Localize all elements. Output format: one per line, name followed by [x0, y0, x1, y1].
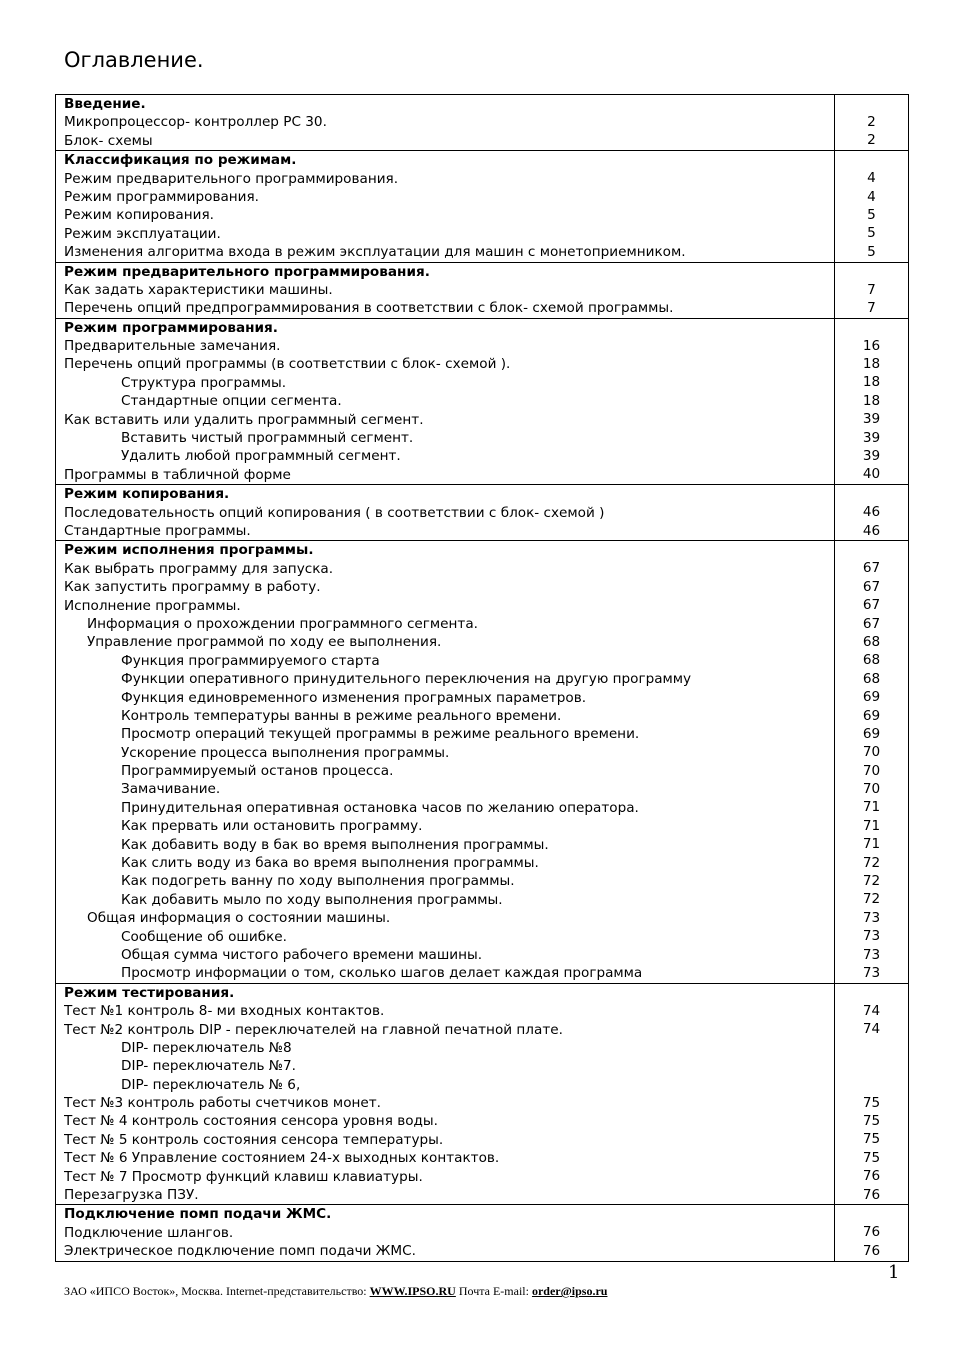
section-heading: Классификация по режимам.: [64, 152, 297, 169]
toc-entry: Ускорение процесса выполнения программы.: [121, 744, 450, 761]
toc-entry: Контроль температуры ванны в режиме реального времени.: [121, 707, 562, 724]
toc-entry: Как вставить или удалить программный сегмент.: [64, 411, 424, 428]
toc-entry: Тест № 7 Просмотр функций клавиш клавиатуры.: [64, 1168, 423, 1185]
footer: [64, 1284, 607, 1299]
toc-entry-page-number: [835, 1075, 908, 1093]
toc-entry-page-number: 68: [862, 633, 881, 650]
toc-entry-page-number: 74: [862, 1021, 881, 1038]
toc-entry: Сообщение об ошибке.: [121, 928, 287, 945]
toc-entry: Структура программы.: [121, 374, 287, 391]
toc-entry-page-number: 72: [862, 854, 881, 871]
toc-entry-page-number: 68: [862, 670, 881, 687]
toc-entry: Тест №1 контроль 8- ми входных контактов.: [64, 1003, 385, 1020]
section-heading: Режим копирования.: [64, 486, 230, 503]
toc-entry: Принудительная оперативная остановка часов по желанию оператора.: [121, 799, 639, 816]
toc-section: [56, 983, 909, 1205]
toc-entry: Изменения алгоритма входа в режим эксплуатации для машин с монетоприемником.: [64, 244, 686, 261]
toc-entry: Функция программируемого старта: [121, 652, 380, 669]
toc-entry: Просмотр операций текущей программы в режиме реального времени.: [121, 726, 640, 743]
toc-entry-page-number: 4: [867, 170, 876, 187]
toc-entry-page-number: 16: [862, 337, 881, 354]
toc-entry-page-number: 39: [862, 411, 881, 428]
toc-entry: Как слить воду из бака во время выполнения программы.: [121, 855, 539, 872]
section-entries-cell: [56, 485, 835, 541]
toc-entry: Общая сумма чистого рабочего времени машины.: [121, 946, 483, 963]
toc-entry-page-number: 67: [862, 597, 881, 614]
section-entries-cell: [56, 262, 835, 318]
toc-entry-page-number: 71: [862, 836, 881, 853]
section-entries-cell: [56, 1205, 835, 1261]
toc-entry-page-number: [835, 1039, 908, 1057]
section-pages-cell: [835, 541, 909, 983]
section-pages-cell: [835, 262, 909, 318]
toc-section: [56, 262, 909, 318]
toc-entry-page-number: 2: [867, 114, 876, 130]
toc-entry-page-number: 70: [862, 762, 881, 779]
toc-entry: Как выбрать программу для запуска.: [64, 560, 334, 577]
toc-entry-page-number: 5: [867, 225, 876, 242]
toc-entry-page-number: 75: [862, 1094, 881, 1111]
section-heading: Режим программирования.: [64, 319, 278, 336]
toc-entry: Общая информация о состоянии машины.: [87, 910, 391, 927]
section-pages-cell: [835, 95, 909, 151]
toc-entry: Просмотр информации о том, сколько шагов делает каждая программа: [121, 965, 643, 982]
toc-entry: Информация о прохождении программного сегмента.: [87, 615, 478, 632]
toc-section: [56, 151, 909, 262]
toc-entry-page-number: 46: [862, 504, 881, 521]
toc-entry: Тест № 5 контроль состояния сенсора температуры.: [64, 1131, 444, 1148]
toc-entry: Стандартные программы.: [64, 522, 251, 539]
toc-entry-page-number: 7: [867, 299, 876, 316]
toc-entry-page-number: 69: [862, 689, 881, 706]
toc-entry-page-number: 2: [867, 132, 876, 149]
section-heading: Введение.: [64, 96, 146, 112]
toc-entry-page-number: 67: [862, 560, 881, 577]
toc-entry: Как запустить программу в работу.: [64, 579, 321, 596]
toc-entry-page-number: 70: [862, 781, 881, 798]
section-heading: Режим предварительного программирования.: [64, 263, 430, 280]
toc-entry: Замачивание.: [121, 781, 221, 798]
section-heading: Режим исполнения программы.: [64, 542, 314, 559]
toc-entry: Блок- схемы: [64, 132, 153, 149]
toc-entry: DIP- переключатель №8: [121, 1039, 292, 1056]
toc-entry-page-number: 73: [862, 909, 881, 926]
toc-entry: Тест №2 контроль DIP - переключателей на главной печатной плате.: [64, 1021, 563, 1038]
toc-entry: Подключение шлангов.: [64, 1224, 234, 1241]
toc-entry: Как подогреть ванну по ходу выполнения программы.: [121, 873, 515, 890]
toc-entry-page-number: 5: [867, 243, 876, 260]
toc-entry: Как прервать или остановить программу.: [121, 818, 423, 835]
toc-entry: Программируемый останов процесса.: [121, 763, 394, 780]
toc-entry-page-number: 5: [867, 206, 876, 223]
toc-entry-page-number: 7: [867, 281, 876, 298]
toc-entry-page-number: 39: [862, 429, 881, 446]
footer-email-link[interactable]: order@ipso.ru: [531, 1284, 608, 1298]
toc-entry: DIP- переключатель №7.: [121, 1058, 296, 1075]
section-pages-cell: [835, 983, 909, 1205]
section-pages-cell: [835, 485, 909, 541]
toc-entry-page-number: 76: [862, 1186, 881, 1203]
toc-entry-page-number: 75: [862, 1131, 881, 1148]
toc-entry: Микропроцессор- контроллер PC 30.: [64, 114, 327, 131]
toc-entry-page-number: 67: [862, 578, 881, 595]
footer-website-link[interactable]: WWW.IPSO.RU: [369, 1284, 456, 1298]
section-pages-cell: [835, 151, 909, 262]
toc-entry-page-number: 46: [862, 522, 881, 539]
toc-entry-page-number: 71: [862, 817, 881, 834]
toc-entry-page-number: 73: [862, 946, 881, 963]
toc-entry-page-number: 72: [862, 873, 881, 890]
footer-company: ЗАО «ИПСО Восток», Москва. Internet-представительство:: [64, 1284, 367, 1298]
toc-entry-page-number: 75: [862, 1113, 881, 1130]
toc-entry: Вставить чистый программный сегмент.: [121, 430, 414, 447]
toc-entry-page-number: 39: [862, 448, 881, 465]
toc-entry-page-number: 76: [862, 1242, 881, 1259]
toc-entry: Функции оперативного принудительного переключения на другую программу: [121, 671, 692, 688]
toc-entry-page-number: 72: [862, 891, 881, 908]
toc-entry-page-number: 69: [862, 725, 881, 742]
toc-entry: Последовательность опций копирования ( в соответствии с блок- схемой ): [64, 504, 605, 521]
toc-entry: Режим эксплуатации.: [64, 225, 221, 242]
toc-entry: Режим программирования.: [64, 188, 260, 205]
toc-entry-page-number: 75: [862, 1149, 881, 1166]
section-pages-cell: [835, 1205, 909, 1261]
toc-entry: Тест № 4 контроль состояния сенсора уровня воды.: [64, 1113, 438, 1130]
toc-entry: Функция единовременного изменения програмных параметров.: [121, 689, 587, 706]
section-heading: Подключение помп подачи ЖМС.: [64, 1206, 332, 1223]
toc-entry-page-number: 68: [862, 652, 881, 669]
toc-entry: Удалить любой программный сегмент.: [121, 448, 401, 465]
table-of-contents: [55, 94, 909, 1262]
toc-section: [56, 1205, 909, 1261]
toc-entry: Электрическое подключение помп подачи ЖМС.: [64, 1243, 416, 1260]
section-entries-cell: [56, 151, 835, 262]
toc-entry-page-number: 76: [862, 1224, 881, 1241]
toc-entry: Исполнение программы.: [64, 597, 241, 614]
toc-entry-page-number: 18: [862, 374, 881, 391]
toc-entry: Предварительные замечания.: [64, 338, 281, 355]
toc-entry: Тест №3 контроль работы счетчиков монет.: [64, 1095, 381, 1112]
toc-entry: Стандартные опции сегмента.: [121, 393, 342, 410]
toc-entry-page-number: 73: [862, 928, 881, 945]
toc-entry: Как добавить воду в бак во время выполнения программы.: [121, 836, 549, 853]
section-pages-cell: [835, 318, 909, 485]
toc-entry-page-number: 71: [862, 799, 881, 816]
toc-entry-page-number: 40: [862, 466, 881, 483]
toc-section: [56, 485, 909, 541]
toc-entry-page-number: 4: [867, 188, 876, 205]
toc-entry: Как задать характеристики машины.: [64, 281, 333, 298]
toc-entry: Управление программой по ходу ее выполнения.: [87, 634, 442, 651]
footer-email-label: Почта E-mail:: [458, 1284, 529, 1298]
toc-entry: Перезагрузка ПЗУ.: [64, 1187, 199, 1204]
toc-entry: Программы в табличной форме: [64, 466, 291, 483]
toc-entry-page-number: 18: [862, 392, 881, 409]
toc-entry: Тест № 6 Управление состоянием 24-х выходных контактов.: [64, 1150, 500, 1167]
toc-entry-page-number: 70: [862, 744, 881, 761]
toc-section: [56, 541, 909, 983]
section-entries-cell: [56, 983, 835, 1205]
toc-entry-page-number: 74: [862, 1002, 881, 1019]
section-entries-cell: [56, 318, 835, 485]
section-heading: Режим тестирования.: [64, 984, 235, 1001]
page-number: 1: [888, 1262, 900, 1283]
document-title: Оглавление.: [64, 48, 204, 72]
toc-entry-page-number: 67: [862, 615, 881, 632]
toc-entry: Перечень опций программы (в соответствии с блок- схемой ).: [64, 356, 511, 373]
toc-entry: Режим копирования.: [64, 207, 214, 224]
toc-entry-page-number: [835, 1057, 908, 1075]
toc-entry: Перечень опций предпрограммирования в соответствии с блок- схемой программы.: [64, 300, 674, 317]
toc-entry-page-number: 69: [862, 707, 881, 724]
toc-section: [56, 318, 909, 485]
toc-section: [56, 95, 909, 151]
toc-entry-page-number: 73: [862, 964, 881, 981]
toc-entry: Как добавить мыло по ходу выполнения программы.: [121, 891, 503, 908]
toc-entry: DIP- переключатель № 6,: [121, 1076, 301, 1093]
toc-entry-page-number: 76: [862, 1168, 881, 1185]
toc-entry: Режим предварительного программирования.: [64, 170, 399, 187]
section-entries-cell: [56, 95, 835, 151]
toc-entry-page-number: 18: [862, 356, 881, 373]
section-entries-cell: [56, 541, 835, 983]
